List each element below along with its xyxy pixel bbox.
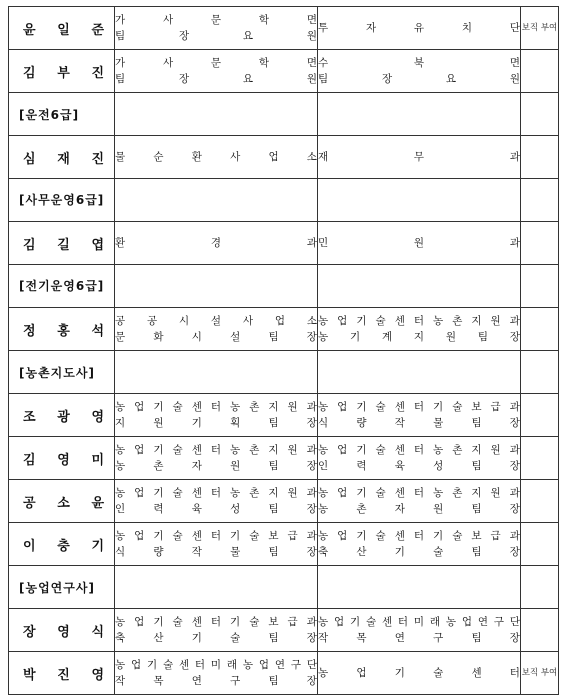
position-line: 팀 장 요 원: [115, 30, 317, 42]
group-header-row: [9, 179, 559, 222]
person-name-text: 김 부 진: [23, 65, 104, 81]
group-header-row: [9, 566, 559, 609]
note-cell: [521, 437, 559, 480]
current-position: [115, 480, 318, 523]
table-row: [9, 523, 559, 566]
position-line: 가 사 문 학 면: [115, 57, 317, 69]
person-name: [9, 222, 115, 265]
current-position: [115, 50, 318, 93]
person-name-text: 장 영 식: [23, 624, 104, 640]
person-name: [9, 480, 115, 523]
position-line: 재 무 과: [318, 151, 520, 163]
current-position: [115, 394, 318, 437]
position-line: 농 촌 자 원 팀 장: [318, 503, 520, 515]
note-cell: [521, 222, 559, 265]
note-cell: [521, 523, 559, 566]
table-row: [9, 222, 559, 265]
position-line: 작 목 연 구 팀 장: [318, 632, 520, 644]
position-line: 문 화 시 설 팀 장: [115, 331, 317, 343]
position-line: 농 업 기 술 센 터 기 술 보 급 과: [115, 530, 317, 542]
position-line: 농 업 기 술 센 터 농 촌 지 원 과: [115, 487, 317, 499]
position-line: 가 사 문 학 면: [115, 14, 317, 26]
current-position: [115, 136, 318, 179]
position-line: 농 업 기 술 센 터 기 술 보 급 과: [318, 401, 520, 413]
table-row: [9, 7, 559, 50]
group-label: [전기운영6급]: [9, 265, 115, 308]
current-position: [115, 7, 318, 50]
person-name-text: 정 홍 석: [23, 323, 104, 339]
position-line: 농 촌 자 원 팀 장: [115, 460, 317, 472]
position-line: 작 목 연 구 팀 장: [115, 675, 317, 687]
position-line: 농 업 기 술 센 터 미 래 농 업 연 구 단: [318, 616, 520, 628]
group-label: [농업연구사]: [9, 566, 115, 609]
position-line: 농 업 기 술 센 터 농 촌 지 원 과: [318, 315, 520, 327]
position-line: 식 량 작 물 팀 장: [115, 546, 317, 558]
personnel-table-body: [9, 7, 559, 695]
new-position: [318, 179, 521, 222]
new-position: [318, 437, 521, 480]
position-line: 지 원 기 획 팀 장: [115, 417, 317, 429]
person-name-text: 박 진 영: [23, 667, 104, 683]
table-row: [9, 50, 559, 93]
position-line: 환 경 과: [115, 237, 317, 249]
current-position: [115, 93, 318, 136]
group-header-row: [9, 351, 559, 394]
person-name-text: 윤 일 준: [23, 22, 104, 38]
table-row: [9, 437, 559, 480]
new-position: [318, 523, 521, 566]
note-cell: [521, 93, 559, 136]
new-position: [318, 50, 521, 93]
position-line: 농 업 기 술 센 터 농 촌 지 원 과: [115, 444, 317, 456]
position-line: 물 순 환 사 업 소: [115, 151, 317, 163]
position-line: 팀 장 요 원: [115, 73, 317, 85]
table-row: [9, 609, 559, 652]
group-label: [사무운영6급]: [9, 179, 115, 222]
current-position: [115, 222, 318, 265]
note-cell: [521, 179, 559, 222]
person-name: [9, 652, 115, 695]
position-line: 식 량 작 물 팀 장: [318, 417, 520, 429]
new-position: [318, 394, 521, 437]
person-name-text: 김 영 미: [23, 452, 104, 468]
new-position: [318, 7, 521, 50]
new-position: [318, 222, 521, 265]
table-row: [9, 136, 559, 179]
current-position: [115, 523, 318, 566]
new-position: [318, 480, 521, 523]
position-line: 인 력 육 성 팀 장: [318, 460, 520, 472]
new-position: [318, 136, 521, 179]
position-line: 농 업 기 술 센 터 농 촌 지 원 과: [318, 444, 520, 456]
new-position: [318, 652, 521, 695]
person-name-text: 심 재 진: [23, 151, 104, 167]
position-line: 축 산 기 술 팀 장: [318, 546, 520, 558]
note-cell: [521, 394, 559, 437]
current-position: [115, 652, 318, 695]
new-position: [318, 265, 521, 308]
table-row: [9, 308, 559, 351]
current-position: [115, 566, 318, 609]
table-row: [9, 394, 559, 437]
note-cell: [521, 480, 559, 523]
group-label: [농촌지도사]: [9, 351, 115, 394]
position-line: 농 업 기 술 센 터 농 촌 지 원 과: [115, 401, 317, 413]
position-line: 농 기 계 지 원 팀 장: [318, 331, 520, 343]
new-position: [318, 566, 521, 609]
person-name: [9, 50, 115, 93]
position-line: 농 업 기 술 센 터: [318, 667, 520, 679]
note-cell: [521, 351, 559, 394]
person-name-text: 공 소 윤: [23, 495, 104, 511]
person-name: [9, 437, 115, 480]
personnel-table: [8, 6, 559, 695]
position-line: 축 산 기 술 팀 장: [115, 632, 317, 644]
position-line: 농 업 기 술 센 터 미 래 농 업 연 구 단: [115, 659, 317, 671]
note-cell: [521, 136, 559, 179]
new-position: [318, 609, 521, 652]
current-position: [115, 179, 318, 222]
note-cell: [521, 566, 559, 609]
person-name: [9, 308, 115, 351]
note-cell: [521, 265, 559, 308]
note-cell: 보직 부여: [521, 652, 559, 695]
current-position: [115, 351, 318, 394]
group-header-row: [9, 265, 559, 308]
table-row: [9, 652, 559, 695]
position-line: 공 공 시 설 사 업 소: [115, 315, 317, 327]
current-position: [115, 308, 318, 351]
note-cell: [521, 50, 559, 93]
current-position: [115, 265, 318, 308]
person-name: [9, 609, 115, 652]
person-name: [9, 523, 115, 566]
note-cell: [521, 609, 559, 652]
current-position: [115, 437, 318, 480]
person-name: [9, 136, 115, 179]
position-line: 농 업 기 술 센 터 농 촌 지 원 과: [318, 487, 520, 499]
position-line: 투 자 유 치 단: [318, 22, 520, 34]
position-line: 인 력 육 성 팀 장: [115, 503, 317, 515]
new-position: [318, 93, 521, 136]
new-position: [318, 351, 521, 394]
position-line: 농 업 기 술 센 터 기 술 보 급 과: [115, 616, 317, 628]
person-name-text: 김 길 엽: [23, 237, 104, 253]
current-position: [115, 609, 318, 652]
position-line: 농 업 기 술 센 터 기 술 보 급 과: [318, 530, 520, 542]
person-name-text: 조 광 영: [23, 409, 104, 425]
group-label: [운전6급]: [9, 93, 115, 136]
note-cell: [521, 308, 559, 351]
position-line: 팀 장 요 원: [318, 73, 520, 85]
person-name-text: 이 충 기: [23, 538, 104, 554]
person-name: [9, 394, 115, 437]
note-cell: 보직 부여: [521, 7, 559, 50]
table-row: [9, 480, 559, 523]
position-line: 민 원 과: [318, 237, 520, 249]
group-header-row: [9, 93, 559, 136]
new-position: [318, 308, 521, 351]
person-name: [9, 7, 115, 50]
position-line: 수 북 면: [318, 57, 520, 69]
